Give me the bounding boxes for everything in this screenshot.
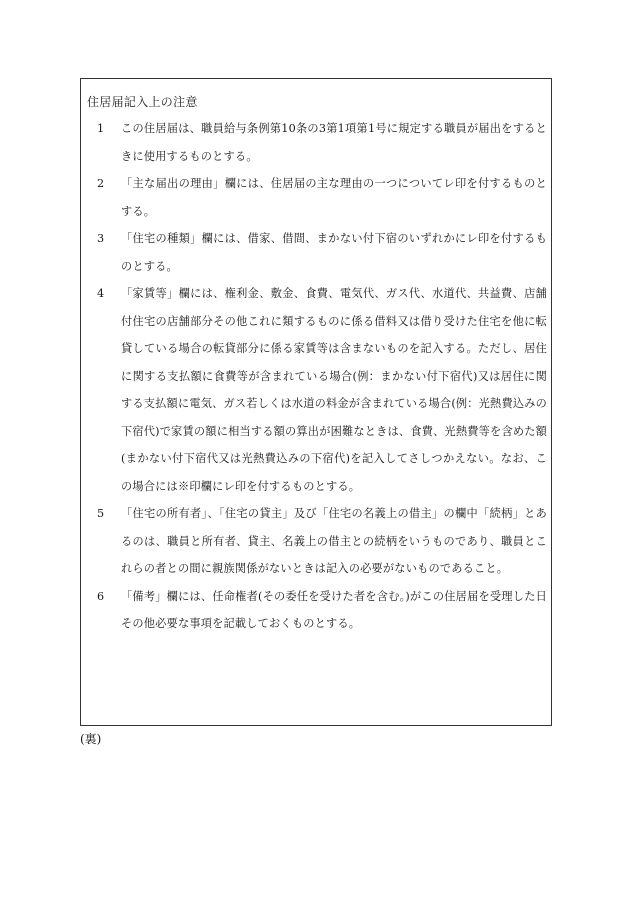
note-text: 「主な届出の理由」欄には、住居届の主な理由の一つについてレ印を付するものとする。 bbox=[121, 177, 547, 218]
note-list bbox=[87, 115, 547, 638]
notice-title: 住居届記入上の注意 bbox=[87, 95, 198, 109]
note-text: 「住宅の種類」欄には、借家、借間、まかない付下宿のいずれかにレ印を付するものとする。 bbox=[121, 232, 547, 273]
note-item-4 bbox=[87, 280, 547, 500]
notice-box bbox=[80, 78, 552, 726]
page-side-label: (裏) bbox=[80, 732, 102, 746]
note-item-5 bbox=[87, 500, 547, 583]
note-number: 4 bbox=[97, 287, 105, 300]
note-number: 1 bbox=[97, 122, 105, 135]
note-item-6 bbox=[87, 583, 547, 638]
note-number: 6 bbox=[97, 589, 105, 603]
note-text: 「住宅の所有者」、「住宅の貸主」及び「住宅の名義上の借主」の欄中「続柄」とあるのは、職員と所有者、貸主、名義上の借主との続柄をいうものであり、職員とこれらの者との間に親族関係がないときは記入の必要がないものであること。 bbox=[121, 507, 547, 575]
note-number: 5 bbox=[97, 507, 105, 520]
note-item-2 bbox=[87, 170, 547, 225]
note-number: 3 bbox=[97, 232, 105, 245]
note-item-3 bbox=[87, 225, 547, 280]
note-text: 「家賃等」欄には、権利金、敷金、食費、電気代、ガス代、水道代、共益費、店舗付住宅の店舗部分その他これに類するものに係る借料又は借り受けた住宅を他に転貸している場合の転貸部分に係る家賃等は含まないものを記入する。ただし、居住に関する支払額に食費等が含まれている場合(例：まかない付下宿代)又は居住に関する支払額に電気、ガス若しくは水道の料金が含まれている場合(例：光熱費込みの下宿代)で家賃の額に相当する額の算出が困難なときは、食費、光熱費等を含めた額(まかない付下宿代又は光熱費込みの下宿代)を記入してさしつかえない。なお、この場合には※印欄にレ印を付するものとする。 bbox=[121, 287, 547, 493]
note-text: この住居届は、職員給与条例第10条の3第1項第1号に規定する職員が届出をするときに使用するものとする。 bbox=[121, 122, 547, 163]
note-text: 「備考」欄には、任命権者(その委任を受けた者を含む。)がこの住居届を受理した日その他必要な事項を記載しておくものとする。 bbox=[121, 589, 547, 630]
note-number: 2 bbox=[97, 177, 105, 190]
note-item-1 bbox=[87, 115, 547, 170]
